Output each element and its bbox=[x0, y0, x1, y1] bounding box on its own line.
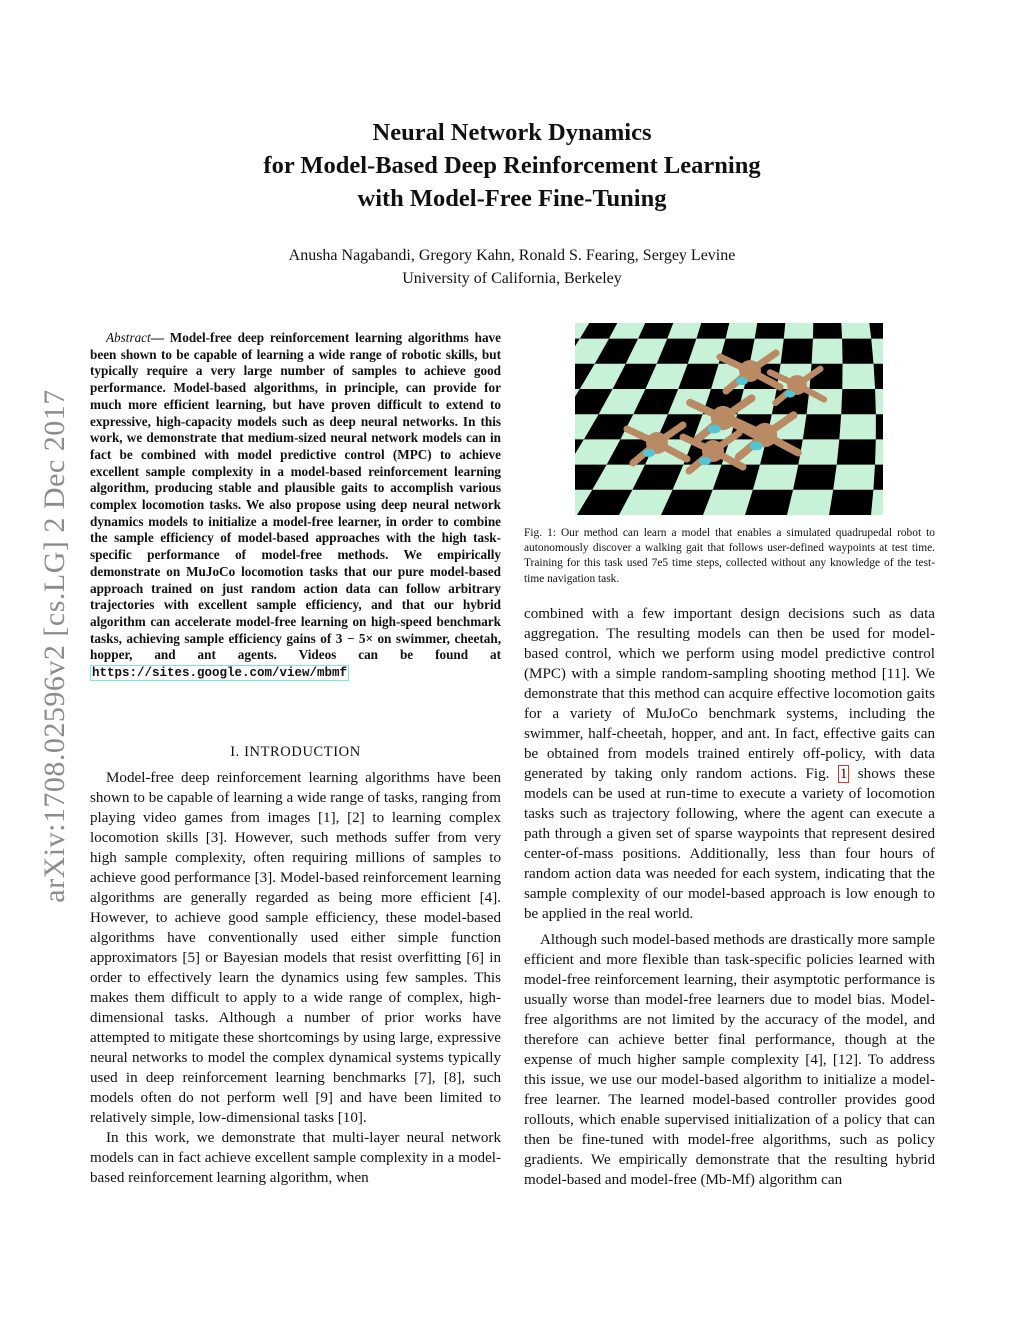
author-list: Anusha Nagabandi, Gregory Kahn, Ronald S. Fearing, Sergey Levine bbox=[288, 247, 736, 264]
abstract-paragraph bbox=[90, 330, 501, 682]
intro-paragraph: In this work, we demonstrate that multi-layer neural network models can in fact achieve excellent sample complexity in a model-based reinforcement learning algorithm, when bbox=[90, 1130, 501, 1186]
abstract bbox=[90, 330, 501, 682]
floor-tile bbox=[875, 389, 883, 414]
abstract-text: — Model-free deep reinforcement learning algorithms have been shown to be capable of learning a wide range of robotic skills, but typically require a very large number of samples to achieve good performance. Model-based algorithms, in principle, can provide for much more efficient learning, but have proven difficult to extend to expressive, high-capacity models such as deep neural networks. In this work, we demonstrate that medium-sized neural network models can in fact be combined with model predictive control (MPC) to achieve excellent sample complexity in a model-based reinforcement learning algorithm, producing stable and plausible gaits to accomplish various complex locomotion tasks. We also propose using deep neural network dynamics models to initialize a model-free learner, in order to combine the sample efficiency of model-based approaches with the high task-specific performance of model-free methods. We empirically demonstrate on MuJoCo locomotion tasks that our pure model-based approach trained on just random action data can follow arbitrary trajectories with excellent sample efficiency, and that our hybrid algorithm can accelerate model-free learning on high-speed benchmark tasks, achieving sample efficiency gains of 3 − 5× on swimmer, cheetah, hopper, and ant agents. Videos can be found at bbox=[90, 330, 501, 663]
introduction-text bbox=[90, 768, 501, 1188]
author-block bbox=[0, 244, 1024, 290]
figure-1-caption: Fig. 1: Our method can learn a model that enables a simulated quadrupedal robot to autonomously discover a walking gait that follows user-defined waypoints at test time. Training for this task used 7e5 time steps, collected without any knowledge of the test-time navigation task. bbox=[524, 527, 935, 585]
floor-tile bbox=[812, 339, 843, 364]
abstract-label: Abstract bbox=[106, 330, 151, 345]
video-link[interactable]: https://sites.google.com/view/mbmf bbox=[92, 666, 348, 681]
floor-tile bbox=[839, 414, 876, 439]
floor-tile bbox=[841, 323, 871, 339]
intro-paragraph: Model-free deep reinforcement learning algorithms have been shown to be capable of learning a wide range of tasks, ranging from playing video games from images [1], [2] to learning complex locomotion skills [3]. However, such methods suffer from very high sample complexity, often requiring millions of samples to achieve good performance [3]. Model-based reinforcement learning algorithms are generally regarded as being more efficient [4]. However, to achieve good sample efficiency, these model-based algorithms have conventionally used either simple function approximators [5] or Bayesian models that resist overfitting [6] in order to effectively learn the dynamics using few samples. This makes them difficult to apply to a wide range of complex, high-dimensional tasks. Although a number of prior works have attempted to mitigate these shortcomings by using large, expressive neural networks to model the complex dynamical systems typically used in deep reinforcement learning benchmarks [7], [8], such models often do not perform well [9] and have been limited to relatively simple, low-dimensional tasks [10]. bbox=[90, 770, 501, 1126]
title-line: for Model-Based Deep Reinforcement Learning bbox=[263, 152, 761, 179]
floor-tile bbox=[787, 490, 833, 515]
body-paragraph bbox=[524, 604, 935, 924]
floor-tile bbox=[833, 465, 875, 490]
title-line: with Model-Free Fine-Tuning bbox=[357, 185, 667, 212]
figure-reference-link[interactable]: 1 bbox=[839, 766, 848, 782]
body-paragraph: Although such model-based methods are drastically more sample efficient and more flexible than task-specific policies learned with model-free reinforcement learning, their asymptotic performance is usually worse than model-free learners due to model bias. Model-free algorithms are not limited by the accuracy of the model, and therefore can achieve better final performance, though at the expense of much higher sample complexity [4], [12]. To address this issue, we use our model-based algorithm to initialize a model-free learner. The learned model-based controller provides good rollouts, which enable supervised initialization of a policy that can then be fine-tuned with model-free algorithms, such as policy gradients. We empirically demonstrate that the resulting hybrid model-based and model-free (Mb-Mf) algorithm can bbox=[524, 932, 935, 1188]
figure-1-image bbox=[575, 323, 883, 515]
affiliation: University of California, Berkeley bbox=[402, 270, 622, 287]
section-heading-introduction: I. INTRODUCTION bbox=[230, 744, 361, 760]
floor-tile bbox=[753, 465, 798, 490]
floor-tile bbox=[726, 323, 759, 339]
floor-tile bbox=[784, 323, 814, 339]
floor-tile bbox=[842, 364, 875, 389]
paper-title bbox=[0, 116, 1024, 215]
title-line: Neural Network Dynamics bbox=[372, 119, 652, 146]
floor-tile bbox=[875, 439, 883, 464]
floor-tile bbox=[798, 439, 839, 464]
arxiv-stamp: arXiv:1708.02596v2 [cs.LG] 2 Dec 2017 bbox=[38, 389, 71, 903]
right-column-text bbox=[524, 604, 935, 1190]
body-text: shows these models can be used at run-time to execute a variety of locomotion tasks such as trajectory following, where the agent can execute a path through a given set of sparse waypoints that represent desired center-of-mass positions. Additionally, less than four hours of random action data was needed for each system, indicating that the sample complexity of our model-based approach is low enough to be applied in the real world. bbox=[524, 766, 935, 922]
quadruped-checkerboard-render bbox=[575, 323, 883, 515]
body-text: combined with a few important design decisions such as data aggregation. The resulting models can then be used for model-based control, which we perform using model predictive control (MPC) with a simple random-sampling shooting method [11]. We demonstrate that this method can acquire effective locomotion gaits for a variety of MuJoCo benchmark systems, including the swimmer, half-cheetah, hopper, and ant. In fact, effective gaits can be obtained from models trained entirely off-policy, with data generated by taking only random actions. Fig. bbox=[524, 606, 935, 782]
